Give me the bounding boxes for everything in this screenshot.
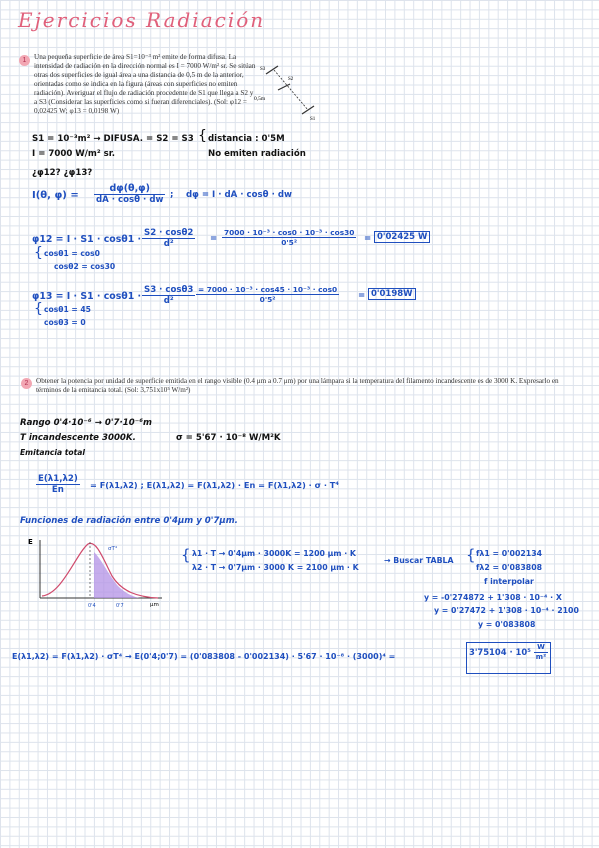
final-result-box bbox=[466, 642, 551, 674]
f-lambda-2: fλ2 = 0'083808 bbox=[476, 563, 543, 572]
emittance-relation: = F(λ1,λ2) ; E(λ1,λ2) = F(λ1,λ2) · En = F(λ1,λ2) · σ · T⁴ bbox=[90, 480, 339, 490]
funciones-heading: Funciones de radiación entre 0'4μm y 0'7μm. bbox=[20, 516, 238, 526]
phi12-frac-num: S2 · cosθ2 bbox=[144, 228, 194, 238]
dphi-formula: dφ = I · dA · cosθ · dw bbox=[186, 190, 292, 200]
phi12-eq: = bbox=[210, 234, 218, 244]
visible-range-area bbox=[94, 552, 140, 598]
intensity-lhs: I(θ, φ) = bbox=[32, 190, 79, 201]
phi13-value-frac bbox=[196, 285, 339, 304]
buscar-tabla: → Buscar TABLA bbox=[384, 556, 454, 565]
label-distance: 0,5m bbox=[254, 96, 266, 102]
label-s1: S1 bbox=[310, 117, 316, 122]
graph-tick-04: 0'4 bbox=[88, 603, 96, 609]
phi13-frac-num: S3 · cosθ3 bbox=[144, 285, 194, 295]
question: ¿φ12? ¿φ13? bbox=[32, 168, 93, 178]
separator: ; bbox=[170, 190, 174, 200]
graph-x-label: μm bbox=[150, 602, 159, 608]
phi12-num: 7000 · 10⁻³ · cos0 · 10⁻³ · cos30 bbox=[224, 228, 355, 237]
surface-s1 bbox=[302, 106, 314, 114]
phi13-lhs: φ13 = I · S1 · cosθ1 · bbox=[32, 291, 142, 302]
data-distance: distancia : 0'5M bbox=[208, 134, 285, 144]
intensity-frac bbox=[94, 183, 165, 205]
range: Rango 0'4·10⁻⁶ → 0'7·10⁻⁶m bbox=[20, 418, 152, 428]
ratio-frac bbox=[36, 474, 80, 495]
intensity-den: dA · cosθ · dw bbox=[96, 195, 164, 205]
phi12-eq2: = bbox=[364, 234, 372, 244]
phi12-lhs: φ12 = I · S1 · cosθ1 · bbox=[32, 234, 142, 245]
phi12-cos1: cosθ1 = cos0 bbox=[44, 249, 100, 258]
label-s2: S2 bbox=[288, 77, 294, 82]
phi12-result: 0'02425 W bbox=[374, 231, 430, 243]
interp-eq-2: y = 0'27472 + 1'308 · 10⁻⁴ · 2100 bbox=[434, 606, 579, 615]
brace-4: { bbox=[181, 546, 191, 564]
problem-number-badge: 2 bbox=[21, 378, 32, 389]
ratio-den: En bbox=[51, 485, 64, 495]
phi13-eq2: = bbox=[358, 291, 366, 301]
phi13-cos3: cosθ3 = 0 bbox=[44, 318, 86, 327]
intensity-num: dφ(θ,φ) bbox=[94, 183, 165, 195]
brace-2: { bbox=[34, 245, 43, 261]
final-unit-den: m² bbox=[535, 653, 547, 661]
ratio-num: E(λ1,λ2) bbox=[38, 474, 78, 484]
lambda-t-2: λ2 · T → 0'7μm · 3000 K = 2100 μm · K bbox=[192, 563, 359, 572]
data-s1: S1 = 10⁻³m² → DIFUSA. bbox=[32, 134, 143, 144]
final-result: 3'75104 · 10⁵ bbox=[469, 647, 531, 657]
phi13-value-fraction bbox=[196, 285, 339, 304]
ratio-fraction bbox=[36, 474, 80, 495]
phi12-value-fraction bbox=[222, 228, 356, 247]
temperature: T incandescente 3000K. bbox=[20, 433, 136, 443]
f-lambda-1: fλ1 = 0'002134 bbox=[476, 549, 543, 558]
phi12-fraction bbox=[142, 228, 195, 249]
final-equation: E(λ1,λ2) = F(λ1,λ2) · σT⁴ → E(0'4;0'7) = (0'083808 - 0'002134) · 5'67 · 10⁻⁸ · (3000)⁴ = bbox=[12, 652, 396, 661]
phi12-cos2: cosθ2 = cos30 bbox=[54, 262, 116, 271]
data-surfaces-equal: = S2 = S3 bbox=[146, 134, 194, 144]
brace-3: { bbox=[34, 301, 43, 317]
brace-1: { bbox=[198, 128, 207, 144]
radiation-graph bbox=[22, 534, 172, 614]
graph-y-label: E bbox=[28, 538, 33, 546]
brace-5: { bbox=[466, 546, 476, 564]
phi12-frac bbox=[142, 228, 195, 249]
phi13-frac bbox=[142, 285, 195, 306]
surface-figure bbox=[248, 62, 320, 122]
label-s3: S3 bbox=[260, 67, 266, 72]
phi13-fraction bbox=[142, 285, 195, 306]
phi12-den: 0'5² bbox=[281, 238, 298, 247]
interpolar: f interpolar bbox=[484, 577, 534, 586]
sigma: σ = 5'67 · 10⁻⁸ W/M²K bbox=[176, 433, 281, 443]
page-title: Ejercicios Radiación bbox=[18, 8, 266, 32]
intensity-fraction bbox=[94, 183, 165, 205]
emitancia-label: Emitancia total bbox=[20, 448, 85, 457]
phi13-frac-den: d² bbox=[163, 296, 174, 306]
final-unit-num: W bbox=[534, 643, 548, 653]
graph-peak-label: σT⁴ bbox=[108, 546, 118, 552]
phi13-den: 0'5² bbox=[259, 295, 276, 304]
interp-eq-3: y = 0'083808 bbox=[478, 620, 536, 629]
phi13-cos1: cosθ1 = 45 bbox=[44, 305, 91, 314]
phi13-result: 0'0198W bbox=[368, 288, 416, 300]
final-unit bbox=[534, 643, 548, 662]
problem-2-statement: Obtener la potencia por unidad de superficie emitida en el rango visible (0.4 μm a 0.7 μm) por una lámpara si la temperatura del filamento incandescente es de 3000 K. Expresarlo en términos de la emitancia total. (Sol: 3,751x10⁵ W/m²) bbox=[36, 377, 559, 394]
problem-1-statement: Una pequeña superficie de área S1=10⁻³ m² emite de forma difusa. La intensidad de radiación en la dirección normal es I = 7000 W/m² sr. Se sitúan otras dos superficies de igual área a una distancia de 0,5 m de la anterior, orientadas como se indica en la figura (áreas con superficies no emiten radiación). Averiguar el flujo de radiación procedente de S1 que llega a S2 y a S3 (Considerar las superficies como si fueran diferenciales). (Sol: φ12 = 0,02425 W; φ13 = 0,0198 W) bbox=[34, 53, 256, 115]
phi12-frac-den: d² bbox=[163, 239, 174, 249]
data-intensity: I = 7000 W/m² sr. bbox=[32, 149, 116, 159]
data-no-emit: No emiten radiación bbox=[208, 149, 306, 159]
phi12-value-frac bbox=[222, 228, 356, 247]
phi13-num: = 7000 · 10⁻³ · cos45 · 10⁻³ · cos0 bbox=[198, 285, 338, 294]
problem-number-badge: 1 bbox=[19, 55, 30, 66]
lambda-t-1: λ1 · T → 0'4μm · 3000K = 1200 μm · K bbox=[192, 549, 356, 558]
graph-tick-07: 0'7 bbox=[116, 603, 124, 609]
interp-eq-1: y = -0'274872 + 1'308 · 10⁻⁴ · X bbox=[424, 593, 562, 602]
